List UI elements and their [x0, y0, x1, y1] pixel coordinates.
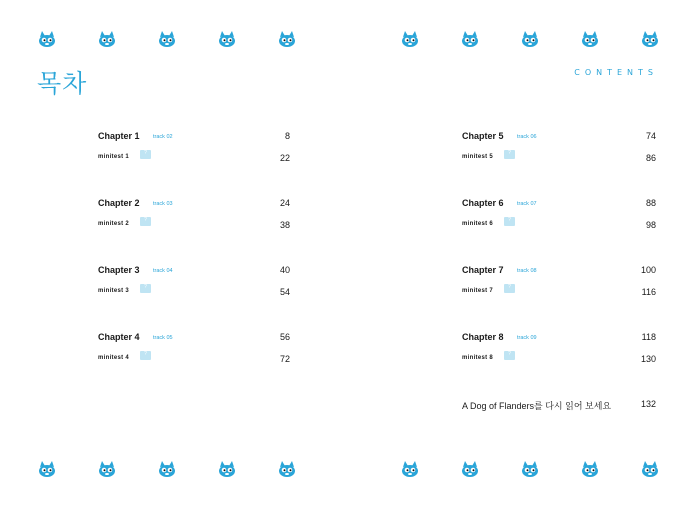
cat-face-icon: [520, 30, 540, 48]
minitest-label: minitest 3: [98, 288, 130, 294]
minitest-row[interactable]: [462, 215, 656, 237]
cat-face-icon: [400, 30, 420, 48]
minitest-label: minitest 6: [462, 221, 494, 227]
cat-face-icon: [580, 460, 600, 478]
cat-face-icon: [580, 30, 600, 48]
cat-face-icon: [277, 460, 297, 478]
chapter-row[interactable]: [462, 126, 656, 148]
chapter-title: Chapter 4: [98, 332, 140, 342]
toc-entry: [462, 193, 656, 237]
minitest-row[interactable]: [98, 215, 290, 237]
question-mark-icon: ?: [140, 217, 151, 226]
cat-face-icon: [157, 460, 177, 478]
cat-face-icon: [640, 30, 660, 48]
page-number: 38: [279, 220, 290, 230]
question-mark-icon: ?: [504, 150, 515, 159]
page-number: 22: [279, 153, 290, 163]
minitest-row[interactable]: [98, 349, 290, 371]
minitest-label: minitest 2: [98, 221, 130, 227]
page-number: 40: [279, 265, 290, 275]
track-label: track 06: [517, 134, 537, 140]
extra-reading-title: A Dog of Flanders를 다시 읽어 보세요: [462, 401, 612, 411]
minitest-row[interactable]: [462, 282, 656, 304]
chapter-title: Chapter 7: [462, 265, 504, 275]
cat-face-icon: [157, 30, 177, 48]
chapter-title: Chapter 5: [462, 131, 504, 141]
chapter-row[interactable]: [462, 327, 656, 349]
minitest-row[interactable]: [462, 349, 656, 371]
toc-entry: [462, 327, 656, 371]
page-number: 8: [284, 131, 290, 141]
toc-entry: [462, 126, 656, 170]
page-number: 74: [645, 131, 656, 141]
chapter-title: Chapter 6: [462, 198, 504, 208]
cat-face-icon: [37, 460, 57, 478]
question-mark-icon: ?: [504, 351, 515, 360]
page-number: 86: [645, 153, 656, 163]
cat-face-icon: [217, 30, 237, 48]
minitest-row[interactable]: [98, 282, 290, 304]
minitest-label: minitest 1: [98, 154, 130, 160]
page-number: 130: [640, 354, 656, 364]
cat-face-icon: [460, 30, 480, 48]
chapter-title: Chapter 3: [98, 265, 140, 275]
toc-entry: [462, 260, 656, 304]
cat-face-icon: [277, 30, 297, 48]
chapter-row[interactable]: [462, 260, 656, 282]
cat-face-icon: [217, 460, 237, 478]
minitest-row[interactable]: [462, 148, 656, 170]
track-label: track 08: [517, 268, 537, 274]
decoration-row-bottom: [0, 460, 700, 480]
page-title-english: CONTENTS: [574, 68, 658, 77]
question-mark-icon: ?: [504, 217, 515, 226]
page-number: 24: [279, 198, 290, 208]
page-number: 56: [279, 332, 290, 342]
page-number: 100: [640, 265, 656, 275]
toc-entry: [98, 193, 290, 237]
toc-entry: [98, 327, 290, 371]
question-mark-icon: ?: [140, 351, 151, 360]
toc-entry: [98, 260, 290, 304]
page-title-korean: 목차: [37, 69, 88, 98]
chapter-row[interactable]: [98, 327, 290, 349]
page-number: 118: [641, 332, 656, 342]
cat-face-icon: [400, 460, 420, 478]
track-label: track 04: [153, 268, 173, 274]
page-number: 132: [640, 399, 656, 409]
chapter-title: Chapter 2: [98, 198, 140, 208]
minitest-label: minitest 8: [462, 355, 494, 361]
track-label: track 09: [517, 335, 537, 341]
question-mark-icon: ?: [140, 150, 151, 159]
cat-face-icon: [97, 460, 117, 478]
track-label: track 07: [517, 201, 537, 207]
chapter-row[interactable]: [98, 260, 290, 282]
page-number: 98: [645, 220, 656, 230]
chapter-row[interactable]: [462, 193, 656, 215]
chapter-title: Chapter 8: [462, 332, 504, 342]
toc-right-page: [462, 126, 656, 416]
page-number: 88: [645, 198, 656, 208]
page-number: 116: [641, 287, 656, 297]
minitest-label: minitest 7: [462, 288, 494, 294]
minitest-label: minitest 4: [98, 355, 130, 361]
chapter-row[interactable]: [98, 193, 290, 215]
toc-left-page: [98, 126, 290, 394]
decoration-row-top: [0, 30, 700, 50]
page-number: 72: [279, 354, 290, 364]
track-label: track 05: [153, 335, 173, 341]
toc-entry: [98, 126, 290, 170]
cat-face-icon: [460, 460, 480, 478]
extra-reading-row[interactable]: [462, 394, 656, 416]
chapter-title: Chapter 1: [98, 131, 140, 141]
page-number: 54: [279, 287, 290, 297]
minitest-row[interactable]: [98, 148, 290, 170]
question-mark-icon: ?: [504, 284, 515, 293]
track-label: track 03: [153, 201, 173, 207]
question-mark-icon: ?: [140, 284, 151, 293]
minitest-label: minitest 5: [462, 154, 494, 160]
cat-face-icon: [640, 460, 660, 478]
cat-face-icon: [520, 460, 540, 478]
track-label: track 02: [153, 134, 173, 140]
chapter-row[interactable]: [98, 126, 290, 148]
cat-face-icon: [97, 30, 117, 48]
cat-face-icon: [37, 30, 57, 48]
